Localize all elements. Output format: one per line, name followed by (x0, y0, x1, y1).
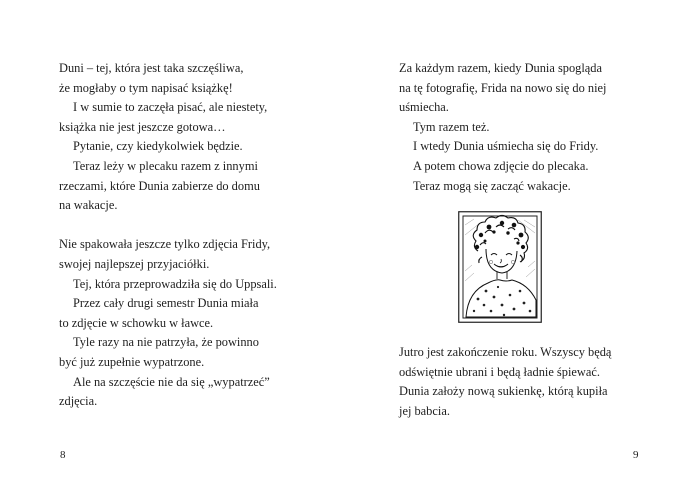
text-line: Tym razem też. (413, 119, 490, 134)
text-line: Za każdym razem, kiedy Dunia spogląda (399, 61, 602, 75)
text-line: I w sumie to zaczęła pisać, ale niestety, (73, 100, 268, 115)
girl-portrait-icon (458, 211, 542, 323)
right-page (350, 0, 700, 500)
frida-photo-illustration (458, 211, 542, 323)
page-number-right: 9 (633, 449, 639, 461)
text-line: jej babcia. (399, 403, 450, 418)
text-line: Nie spakowała jeszcze tylko zdjęcia Fridy, (59, 237, 271, 252)
page-number-left: 8 (60, 449, 66, 461)
text-line: Jutro jest zakończenie roku. Wszyscy będą (399, 345, 612, 359)
right-page-text-top (399, 59, 606, 196)
text-line: rzeczami, które Dunia zabierze do domu (59, 178, 260, 193)
text-line: na wakacje. (59, 198, 118, 213)
text-line: Ale na szczęście nie da się „wypatrzeć” (73, 374, 270, 389)
text-line: Tyle razy na nie patrzyła, że powinno (73, 335, 259, 350)
text-line: na tę fotografię, Frida na nowo się do niej (399, 80, 607, 95)
text-line: A potem chowa zdjęcie do plecaka. (413, 158, 589, 173)
text-line: to zdjęcie w schowku w ławce. (59, 315, 214, 330)
text-line (59, 216, 277, 236)
text-line: odświętnie ubrani i będą ładnie śpiewać. (399, 364, 600, 379)
text-line: Pytanie, czy kiedykolwiek będzie. (73, 139, 243, 154)
text-line: Teraz mogą się zacząć wakacje. (413, 178, 571, 193)
text-line: I wtedy Dunia uśmiecha się do Fridy. (413, 139, 599, 154)
text-line: Przez cały drugi semestr Dunia miała (73, 296, 259, 311)
text-line: Duni – tej, która jest taka szczęśliwa, (59, 61, 244, 75)
text-line: zdjęcia. (59, 394, 98, 409)
text-line: Teraz leży w plecaku razem z innymi (73, 158, 258, 173)
text-line: być już zupełnie wypatrzone. (59, 354, 205, 369)
text-line: swojej najlepszej przyjaciółki. (59, 256, 210, 271)
text-line: Dunia założy nową sukienkę, którą kupiła (399, 384, 608, 399)
text-line: że mogłaby o tym napisać książkę! (59, 80, 233, 95)
text-line: Tej, która przeprowadziła się do Uppsali. (73, 276, 277, 291)
left-page-text (59, 59, 277, 412)
text-line: uśmiecha. (399, 100, 449, 115)
text-line: książka nie jest jeszcze gotowa… (59, 119, 226, 134)
right-page-text-bottom (399, 343, 611, 421)
